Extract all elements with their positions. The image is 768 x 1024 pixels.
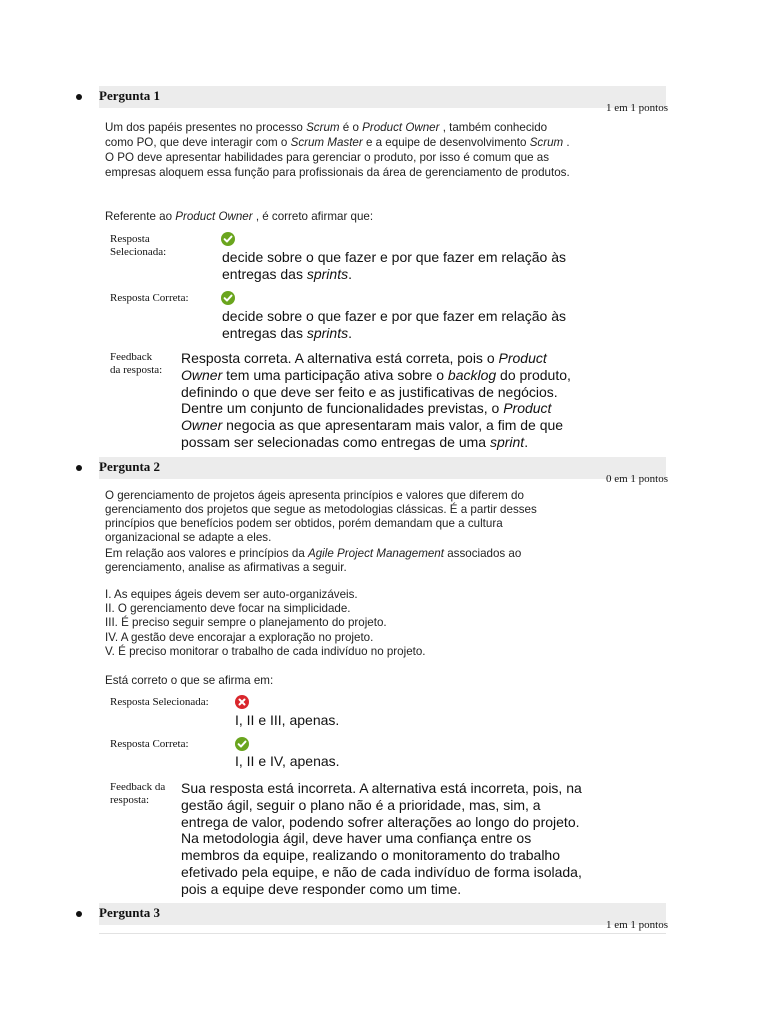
bullet-icon: [76, 465, 82, 471]
statement-2: II. O gerenciamento deve focar na simplicidade.: [105, 602, 351, 616]
feedback-text: Sua resposta está incorreta. A alternativa está incorreta, pois, na gestão ágil, seguir o plano não é a prioridade, mas, sim, a entrega de valor, podendo sofrer alterações ao longo do projeto. Na metodologia ágil, deve haver uma confiança entre os membros da equipe, realizando o monitoramento do trabalho efetivado pela equipe, e não de cada indivíduo de forma isolada, pois a equipe deve responder como um time.: [181, 780, 582, 897]
bullet-icon: [76, 94, 82, 100]
question-3-header: [99, 903, 666, 925]
question-2-points: 0 em 1 pontos: [605, 473, 668, 485]
question-2-prompt: Está correto o que se afirma em:: [105, 674, 274, 687]
question-1-text: [105, 120, 635, 180]
statement-5: V. É preciso monitorar o trabalho de cada indivíduo no projeto.: [105, 644, 426, 658]
question-1-points: 1 em 1 pontos: [605, 102, 668, 114]
divider: [99, 933, 666, 934]
question-1-header: [99, 86, 666, 108]
question-2-header: [99, 457, 666, 479]
selected-answer-text: decide sobre o que fazer e por que fazer em relação às entregas das sprints.: [222, 249, 566, 282]
question-1-prompt: Referente ao Product Owner , é correto afirmar que:: [105, 210, 374, 223]
selected-answer-label: Resposta Selecionada:: [110, 696, 209, 708]
question-3-points: 1 em 1 pontos: [605, 919, 668, 931]
selected-answer-label: Resposta Selecionada:: [110, 233, 167, 258]
question-3-title: Pergunta 3: [99, 905, 161, 920]
question-2-text: O gerenciamento de projetos ágeis apresenta princípios e valores que diferem do gerenciamento dos projetos que segue as metodologias clássicas. É a partir desses princípios que benefícios podem ser obtidos, porém demandam que a cultura organizacional se adapte a eles. Em relação aos valores e princípios da Agile Project Management associados ao gerenciamento, analise as afirmativas a seguir.: [105, 489, 537, 574]
statement-1: I. As equipes ágeis devem ser auto-organizáveis.: [105, 588, 358, 601]
question-1-line-3: O PO deve apresentar habilidades para gerenciar o produto, por isso é comum que as: [105, 151, 550, 164]
check-circle-icon: [235, 737, 249, 751]
feedback-label: Feedback da resposta:: [110, 351, 163, 376]
question-1-title: Pergunta 1: [99, 88, 161, 103]
question-1-line-4: empresas aloquem essa função para profissionais da área de gerenciamento de produtos.: [105, 166, 570, 179]
question-1-line-2: como PO, que deve interagir com o Scrum Master e a equipe de desenvolvimento Scrum .: [105, 136, 570, 149]
statement-3: III. É preciso seguir sempre o planejamento do projeto.: [105, 616, 387, 630]
correct-answer-text: decide sobre o que fazer e por que fazer em relação às entregas das sprints.: [222, 308, 566, 341]
correct-answer-label: Resposta Correta:: [110, 292, 189, 304]
correct-answer-label: Resposta Correta:: [110, 738, 189, 750]
bullet-icon: [76, 911, 82, 917]
question-2-title: Pergunta 2: [99, 459, 161, 474]
check-circle-icon: [221, 291, 235, 305]
check-circle-icon: [221, 232, 235, 246]
x-circle-icon: [235, 695, 249, 709]
feedback-text: Resposta correta. A alternativa está correta, pois o Product Owner tem uma participação ativa sobre o backlog do produto, definindo o que deve ser feito e as justificativas de negócios. Dentre um conjunto de funcionalidades previstas, o Product Owner negocia as que apresentaram mais valor, a fim de que possam ser selecionadas como entregas de uma sprint.: [181, 350, 571, 450]
correct-answer-text: I, II e IV, apenas.: [235, 753, 340, 769]
question-1-line-1: Um dos papéis presentes no processo Scrum é o Product Owner , também conhecido: [105, 121, 548, 134]
question-2-statements: [105, 588, 635, 659]
selected-answer-text: I, II e III, apenas.: [235, 712, 340, 728]
feedback-label: Feedback da resposta:: [110, 781, 166, 806]
statement-4: IV. A gestão deve encorajar a exploração no projeto.: [105, 630, 374, 644]
